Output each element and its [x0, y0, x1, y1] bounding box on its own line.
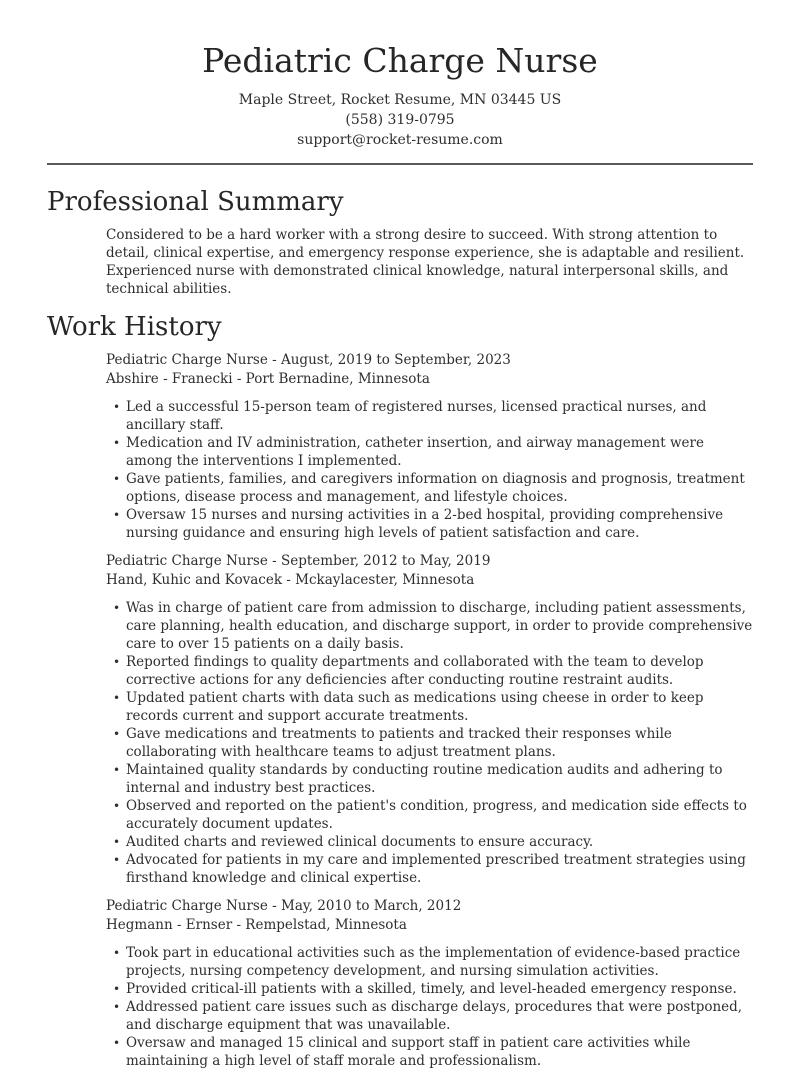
- job-entry: [106, 351, 753, 542]
- job-employer: Hand, Kuhic and Kovacek - Mckaylacester, Minnesota: [106, 572, 475, 588]
- work-history-section-heading: Work History: [47, 312, 222, 342]
- summary-section-heading: Professional Summary: [47, 187, 344, 217]
- job-entry: [106, 552, 753, 887]
- resume-header: [47, 40, 753, 150]
- contact-email: support@rocket-resume.com: [297, 132, 503, 148]
- job-employer: Hegmann - Ernser - Rempelstad, Minnesota: [106, 917, 407, 933]
- bullet-item: • Provided critical-ill patients with a skilled, timely, and level-headed emergency response.: [106, 980, 753, 998]
- bullet-item: • Medication and IV administration, catheter insertion, and airway management were among the interventions I implemented.: [106, 434, 753, 470]
- job-entry: [106, 897, 753, 1070]
- job-title: Pediatric Charge Nurse - September, 2012 to May, 2019: [106, 553, 491, 569]
- contact-address: Maple Street, Rocket Resume, MN 03445 US: [238, 92, 562, 108]
- bullet-item: • Gave patients, families, and caregivers information on diagnosis and prognosis, treatment options, disease process and management, and lifestyle choices.: [106, 470, 753, 506]
- bullet-item: • Reported findings to quality departments and collaborated with the team to develop corrective actions for any deficiencies after conducting routine restraint audits.: [106, 653, 753, 689]
- bullet-item: • Oversaw 15 nurses and nursing activities in a 2-bed hospital, providing comprehensive nursing guidance and ensuring high levels of patient satisfaction and care.: [106, 506, 753, 542]
- bullet-item: • Led a successful 15-person team of registered nurses, licensed practical nurses, and ancillary staff.: [106, 398, 753, 434]
- job-title: Pediatric Charge Nurse - August, 2019 to September, 2023: [106, 352, 511, 368]
- bullet-item: • Observed and reported on the patient's condition, progress, and medication side effects to accurately document updates.: [106, 797, 753, 833]
- resume-title: Pediatric Charge Nurse: [202, 41, 598, 80]
- summary-text: Considered to be a hard worker with a strong desire to succeed. With strong attention to detail, clinical expertise, and emergency response experience, she is adaptable and resilient. Experienced nurse with demonstrated clinical knowledge, natural interpersonal skills, and technical abilities.: [106, 227, 745, 297]
- bullet-item: • Oversaw and managed 15 clinical and support staff in patient care activities while maintaining a high level of staff morale and professionalism.: [106, 1034, 753, 1070]
- bullet-item: • Was in charge of patient care from admission to discharge, including patient assessments, care planning, health education, and discharge support, in order to provide comprehensive care to over 15 patients on a daily basis.: [106, 599, 753, 653]
- contact-phone: (558) 319-0795: [345, 112, 455, 128]
- work-history-section-body: [106, 351, 753, 1070]
- job-bullets: [106, 944, 753, 1070]
- bullet-item: • Maintained quality standards by conducting routine medication audits and adhering to internal and industry best practices.: [106, 761, 753, 797]
- job-employer: Abshire - Franecki - Port Bernadine, Minnesota: [106, 371, 430, 387]
- bullet-item: • Advocated for patients in my care and implemented prescribed treatment strategies using firsthand knowledge and clinical expertise.: [106, 851, 753, 887]
- summary-section-body: [106, 226, 753, 298]
- job-bullets: [106, 599, 753, 887]
- header-divider: [47, 163, 753, 165]
- job-bullets: [106, 398, 753, 542]
- bullet-item: • Audited charts and reviewed clinical documents to ensure accuracy.: [106, 833, 753, 851]
- bullet-item: • Addressed patient care issues such as discharge delays, procedures that were postponed, and discharge equipment that was unavailable.: [106, 998, 753, 1034]
- bullet-item: • Gave medications and treatments to patients and tracked their responses while collaborating with healthcare teams to adjust treatment plans.: [106, 725, 753, 761]
- job-title: Pediatric Charge Nurse - May, 2010 to March, 2012: [106, 898, 462, 914]
- bullet-item: • Updated patient charts with data such as medications using cheese in order to keep records current and support accurate treatments.: [106, 689, 753, 725]
- bullet-item: • Took part in educational activities such as the implementation of evidence-based practice projects, nursing competency development, and nursing simulation activities.: [106, 944, 753, 980]
